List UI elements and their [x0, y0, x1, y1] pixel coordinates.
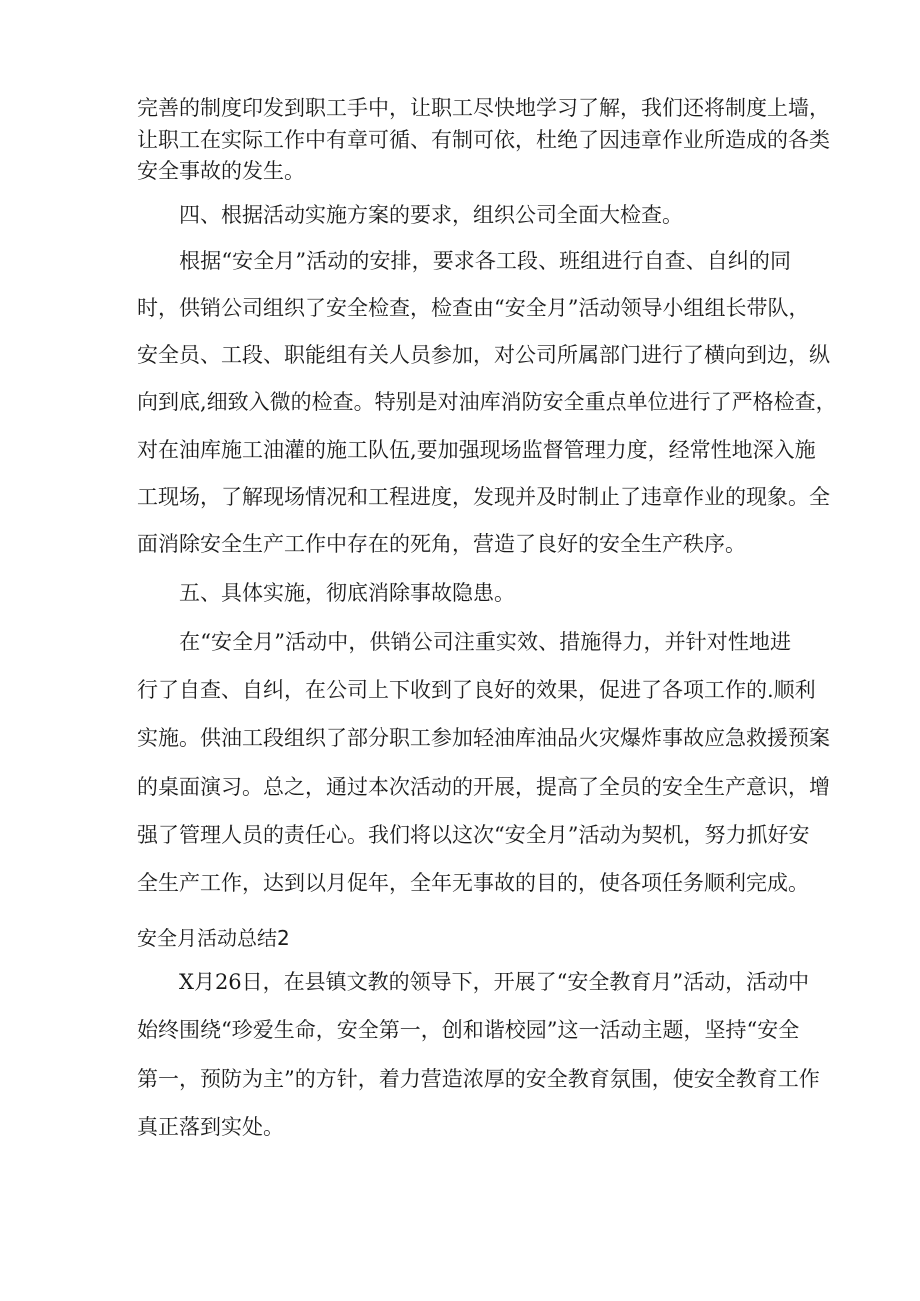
text-line: 始终围绕“珍爱生命，安全第一，创和谐校园”这一活动主题，坚持“安全: [137, 1018, 800, 1042]
text-line: X月26日，在县镇文教的领导下，开展了“安全教育月”活动，活动中: [137, 970, 810, 994]
text-line: 第一，预防为主”的方针，着力营造浓厚的安全教育氛围，使安全教育工作: [137, 1067, 820, 1091]
document-title: 安全月活动总结2: [137, 926, 290, 950]
section-heading: 四、根据活动实施方案的要求，组织公司全面大检查。: [137, 203, 683, 227]
text-line: 对在油库施工油灌的施工队伍,要加强现场监督管理力度，经常性地深入施: [137, 438, 816, 462]
text-line: 在“安全月”活动中，供销公司注重实效、措施得力，并针对性地进: [137, 630, 791, 654]
text-line: 完善的制度印发到职工手中，让职工尽快地学习了解，我们还将制度上墙，: [137, 96, 830, 120]
text-line: 真正落到实处。: [137, 1115, 284, 1139]
section-heading: 五、具体实施，彻底消除事故隐患。: [137, 581, 515, 605]
text-line: 面消除安全生产工作中存在的死角，营造了良好的安全生产秩序。: [137, 532, 746, 556]
text-line: 实施。供油工段组织了部分职工参加轻油库油品火灾爆炸事故应急救援预案: [137, 726, 830, 750]
text-line: 时，供销公司组织了安全检查，检查由“安全月”活动领导小组组长带队，: [137, 296, 810, 320]
text-line: 行了自查、自纠，在公司上下收到了良好的效果，促进了各项工作的.顺利: [137, 678, 816, 702]
text-line: 工现场，了解现场情况和工程进度，发现并及时制止了违章作业的现象。全: [137, 485, 830, 509]
text-line: 安全事故的发生。: [137, 159, 305, 183]
text-line: 向到底,细致入微的检查。特别是对油库消防安全重点单位进行了严格检查，: [137, 390, 837, 414]
text-line: 根据“安全月”活动的安排，要求各工段、班组进行自查、自纠的同: [137, 249, 791, 273]
text-line: 的桌面演习。总之，通过本次活动的开展，提高了全员的安全生产意识，增: [137, 775, 830, 799]
text-line: 全生产工作，达到以月促年，全年无事故的目的，使各项任务顺利完成。: [137, 871, 809, 895]
text-line: 安全员、工段、职能组有关人员参加，对公司所属部门进行了横向到边，纵: [137, 343, 830, 367]
text-line: 让职工在实际工作中有章可循、有制可依，杜绝了因违章作业所造成的各类: [137, 128, 830, 152]
text-line: 强了管理人员的责任心。我们将以这次“安全月”活动为契机，努力抓好安: [137, 823, 810, 847]
